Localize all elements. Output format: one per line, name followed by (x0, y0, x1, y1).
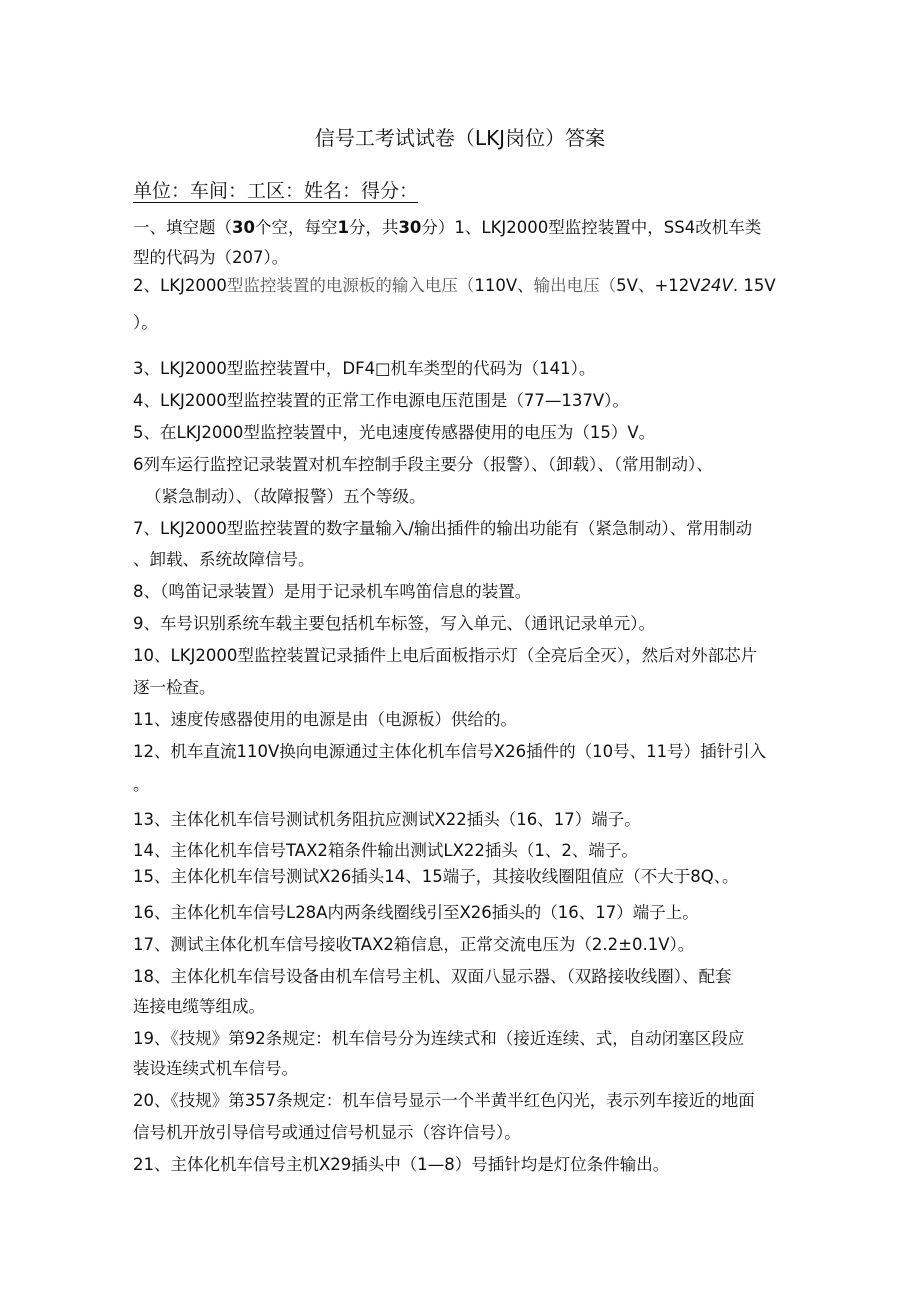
document-line: 连接电缆等组成。 (133, 997, 265, 1016)
document-line: 12、机车直流110V换向电源通过主体化机车信号X26插件的（10号、11号）插针引入 (133, 742, 767, 761)
document-line: 5、在LKJ2000型监控装置中，光电速度传感器使用的电压为（15）V。 (133, 423, 656, 442)
text: 一、填空题（ (133, 218, 232, 237)
document-line: 逐一检查。 (133, 678, 216, 697)
document-line: 型的代码为（207）。 (133, 248, 289, 267)
document-line: 、卸载、系统故障信号。 (133, 550, 315, 569)
text: 分）1、LKJ2000型监控装置中，SS4改机车类 (421, 218, 762, 237)
document-line: 13、主体化机车信号测试机务阻抗应测试X22插头（16、17）端子。 (133, 810, 641, 829)
section-1-heading (133, 218, 761, 238)
document-line: 4、LKJ2000型监控装置的正常工作电源电压范围是（77—137V）。 (133, 391, 629, 410)
text: . 15V (732, 276, 776, 295)
document-line: 信号机开放引导信号或通过信号机显示（容许信号）。 (133, 1123, 521, 1142)
document-line: 15、主体化机车信号测试X26插头14、15端子，其接收线圈阻值应（不大于8Q、。 (133, 867, 739, 886)
document-line: 7、LKJ2000型监控装置的数字量输入/输出插件的输出功能有（紧急制动）、常用制动 (133, 519, 753, 538)
document-line: 21、主体化机车信号主机X29插头中（1—8）号插针均是灯位条件输出。 (133, 1155, 670, 1174)
question-2 (133, 276, 776, 296)
document-line: 6列车运行监控记录装置对机车控制手段主要分（报警）、（卸载）、（常用制动）、 (133, 455, 713, 474)
text: 110V、 (474, 276, 534, 295)
document-line: 14、主体化机车信号TAX2箱条件输出测试LX22插头（1、2、端子。 (133, 841, 638, 860)
text: 30 (232, 218, 255, 237)
document-line: 18、主体化机车信号设备由机车信号主机、双面八显示器、（双路接收线圈）、配套 (133, 967, 732, 986)
text: 24V (700, 276, 733, 295)
document-line: 8、（鸣笛记录装置）是用于记录机车鸣笛信息的装置。 (133, 582, 532, 601)
document-line: （紧急制动）、（故障报警）五个等级。 (145, 487, 426, 506)
text: 5V、+12V (616, 276, 701, 295)
document-line: 装设连续式机车信号。 (133, 1059, 298, 1078)
document-line: 20、《技规》第357条规定：机车信号显示一个半黄半红色闪光，表示列车接近的地面 (133, 1091, 755, 1110)
text: 1 (337, 218, 349, 237)
document-title: 信号工考试试卷（LKJ岗位）答案 (314, 126, 606, 150)
text: 30 (398, 218, 422, 237)
text: 个空，每空 (254, 218, 338, 237)
text: 型监控装置的电源板的输入电压（ (226, 276, 475, 295)
document-line: 3、LKJ2000型监控装置中，DF4□机车类型的代码为（141）。 (133, 359, 596, 378)
document-line: ）。 (133, 313, 158, 332)
document-line: 16、主体化机车信号L28A内两条线圈线引至X26插头的（16、17）端子上。 (133, 903, 699, 922)
header-fields: 单位：车间：工区：姓名：得分： (133, 180, 419, 202)
document-line: 19、《技规》第92条规定：机车信号分为连续式和（接近连续、式，自动闭塞区段应 (133, 1029, 745, 1048)
document-line: 17、测试主体化机车信号接收TAX2箱信息，正常交流电压为（2.2±0.1V）。 (133, 935, 695, 954)
text: 输出电压（ (533, 276, 617, 295)
document-line: 9、车号识别系统车载主要包括机车标签，写入单元、（通讯记录单元）。 (133, 614, 655, 633)
document-line: 10、LKJ2000型监控装置记录插件上电后面板指示灯（全亮后全灭），然后对外部芯片 (133, 646, 758, 665)
document-line: 11、速度传感器使用的电源是由（电源板）供给的。 (133, 710, 517, 729)
document-line: 。 (133, 775, 150, 794)
text: 2、LKJ2000 (133, 276, 227, 295)
text: 分，共 (348, 218, 399, 237)
